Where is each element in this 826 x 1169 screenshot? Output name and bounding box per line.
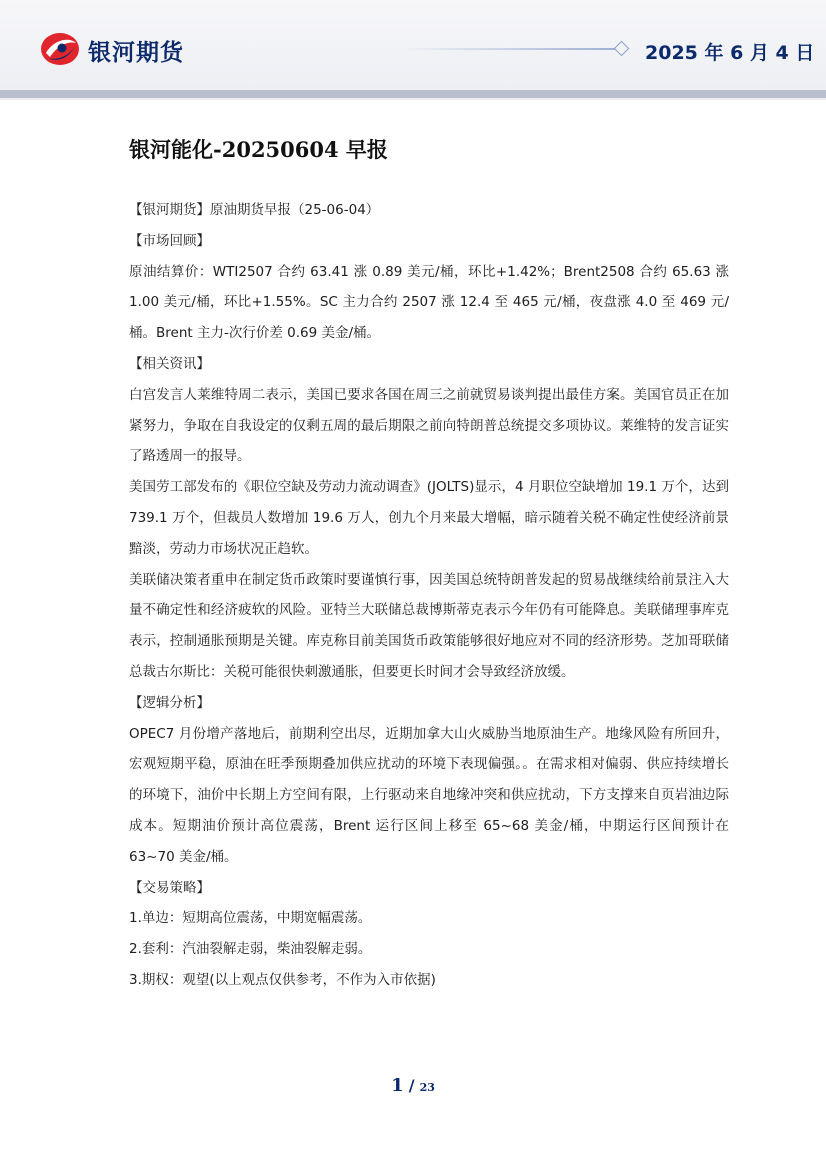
paragraph-news-whitehouse: 白宫发言人莱维特周二表示，美国已要求各国在周三之前就贸易谈判提出最佳方案。美国官员正在加紧努力，争取在自我设定的仅剩五周的最后期限之前向特朗普总统提交多项协议。莱维特的发言证实了路透周一的报导。 [129,386,729,465]
header-divider [0,90,826,98]
page-separator: / [408,1076,415,1095]
paragraph-news-fed: 美联储决策者重申在制定货币政策时要谨慎行事，因美国总统特朗普发起的贸易战继续给前景注入大量不确定性和经济疲软的风险。亚特兰大联储总裁博斯蒂克表示今年仍有可能降息。美联储理事库克表示，控制通胀预期是关键。库克称目前美国货币政策能够很好地应对不同的经济形势。芝加哥联储总裁古尔斯比：关税可能很快刺激通胀，但要更长时间才会导致经济放缓。 [129,571,729,680]
report-source-line: 【银河期货】原油期货早报（25-06-04） [129,202,380,218]
page-header [0,0,826,100]
paragraph-news-jolts: 美国劳工部发布的《职位空缺及劳动力流动调查》(JOLTS)显示，4 月职位空缺增加 19.1 万个，达到 739.1 万个，但裁员人数增加 19.6 万人，创九个月来最大增幅，暗示随着关税不确定性使经济前景黯淡，劳动力市场状况正趋软。 [129,479,729,557]
section-heading-logic: 【逻辑分析】 [129,694,210,711]
page-current: 1 [391,1075,404,1096]
section-heading-news: 【相关资讯】 [129,355,210,372]
strategy-item-options: 3.期权：观望(以上观点仅供参考，不作为入市依据) [129,971,436,988]
company-name: 银河期货 [88,40,184,66]
strategy-item-single: 1.单边：短期高位震荡，中期宽幅震荡。 [129,910,372,927]
report-date: 2025 年 6 月 4 日 [645,42,815,64]
section-heading-market-review: 【市场回顾】 [129,232,210,249]
header-decoration-line [400,48,615,50]
page-total: 23 [419,1081,435,1094]
page-number [0,1075,826,1096]
paragraph-logic-analysis: OPEC7 月份增产落地后，前期利空出尽，近期加拿大山火威胁当地原油生产。地缘风险有所回升，宏观短期平稳，原油在旺季预期叠加供应扰动的环境下表现偏强。。在需求相对偏弱、供应持续增长的环境下，油价中长期上方空间有限，上行驱动来自地缘冲突和供应扰动，下方支撑来自页岩油边际成本。短期油价预计高位震荡，Brent 运行区间上移至 65~68 美金/桶，中期运行区间预计在 63~70 美金/桶。 [129,725,729,865]
section-heading-strategy: 【交易策略】 [129,879,210,896]
diamond-icon [614,41,630,57]
strategy-item-arbitrage: 2.套利：汽油裂解走弱，柴油裂解走弱。 [129,941,372,958]
document-title: 银河能化-20250604 早报 [129,137,388,162]
paragraph-settlement-prices: 原油结算价：WTI2507 合约 63.41 涨 0.89 美元/桶，环比+1.42%；Brent2508 合约 65.63 涨 1.00 美元/桶，环比+1.55%。SC 主力合约 2507 涨 12.4 至 465 元/桶，夜盘涨 4.0 至 469 元/桶。Brent 主力-次行价差 0.69 美金/桶。 [129,263,729,342]
report-body [129,195,729,996]
galaxy-futures-logo-icon [40,31,80,67]
